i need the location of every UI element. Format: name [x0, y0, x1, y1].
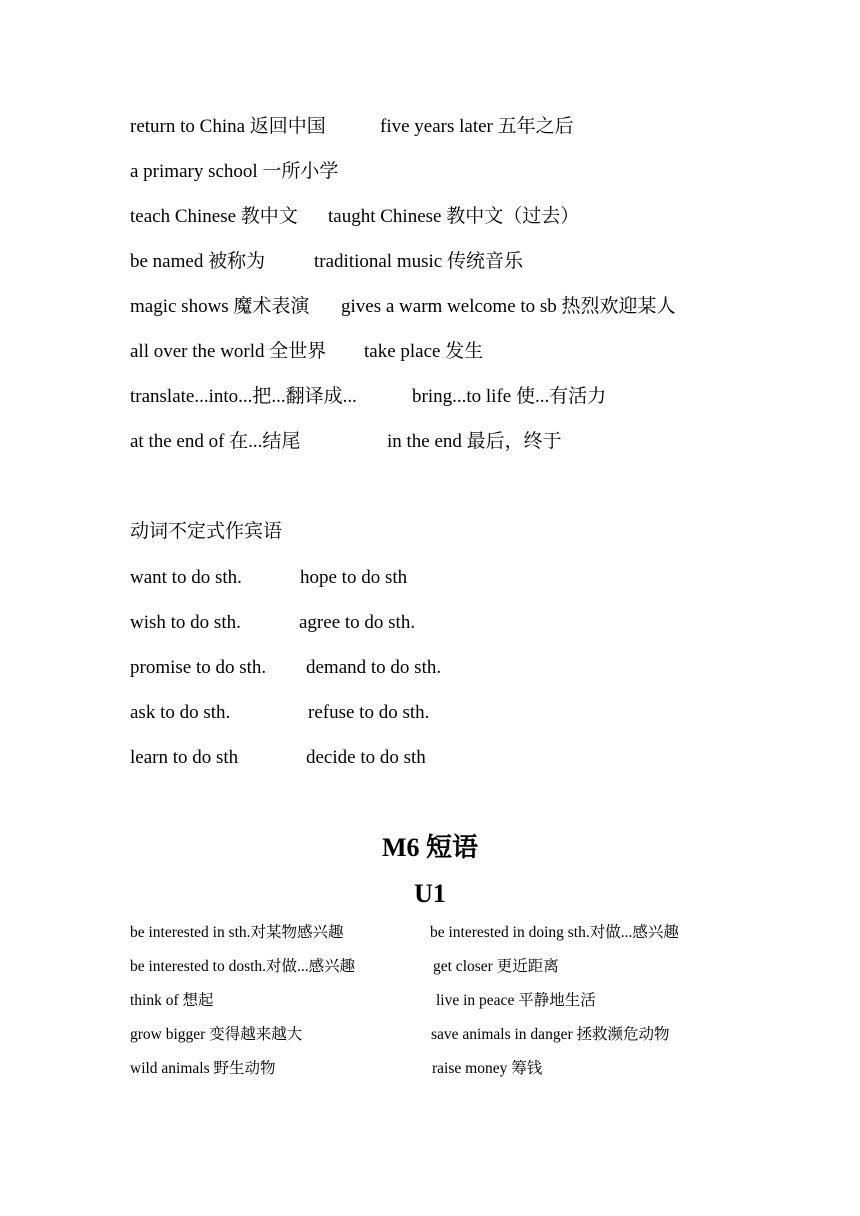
phrase-left: return to China 返回中国 [130, 116, 326, 137]
phrase-left: be named 被称为 [130, 251, 266, 272]
phrase-right: gives a warm welcome to sb 热烈欢迎某人 [341, 296, 676, 317]
section-title: 动词不定式作宾语 [130, 521, 283, 542]
module-phrase-right: live in peace 平静地生活 [436, 992, 596, 1009]
phrase-right: traditional music 传统音乐 [314, 251, 523, 272]
module-title: M6 短语 [381, 833, 479, 862]
phrase-left: all over the world 全世界 [130, 341, 327, 362]
module-phrase-right: save animals in danger 拯救濒危动物 [431, 1026, 670, 1043]
module-phrase-left: grow bigger 变得越来越大 [130, 1026, 303, 1043]
infinitive-right: agree to do sth. [299, 612, 416, 633]
infinitive-left: learn to do sth [130, 747, 239, 768]
infinitive-right: decide to do sth [306, 747, 426, 768]
infinitive-right: refuse to do sth. [308, 702, 430, 723]
infinitive-right: hope to do sth [300, 567, 408, 588]
phrase-right: take place 发生 [364, 341, 484, 362]
module-phrase-left: wild animals 野生动物 [130, 1060, 276, 1077]
module-phrase-right: be interested in doing sth.对做...感兴趣 [430, 924, 679, 941]
module-phrase-right: get closer 更近距离 [433, 958, 559, 975]
module-phrase-left: think of 想起 [130, 992, 214, 1009]
phrase-right: taught Chinese 教中文（过去） [328, 206, 580, 227]
infinitive-left: promise to do sth. [130, 657, 267, 678]
module-phrase-left: be interested in sth.对某物感兴趣 [130, 924, 344, 941]
phrase-left: teach Chinese 教中文 [130, 206, 298, 227]
infinitive-left: wish to do sth. [130, 612, 241, 633]
phrase-left: a primary school 一所小学 [130, 161, 339, 182]
phrase-right: bring...to life 使...有活力 [412, 386, 607, 407]
module-phrase-left: be interested to dosth.对做...感兴趣 [130, 958, 356, 975]
phrase-left: magic shows 魔术表演 [130, 296, 310, 317]
unit-title: U1 [414, 879, 446, 908]
phrase-right: in the end 最后，终于 [387, 431, 562, 452]
infinitive-left: ask to do sth. [130, 702, 231, 723]
infinitive-left: want to do sth. [130, 567, 242, 588]
phrase-right: five years later 五年之后 [380, 116, 574, 137]
module-phrase-right: raise money 筹钱 [432, 1060, 543, 1077]
phrase-left: at the end of 在...结尾 [130, 431, 301, 452]
infinitive-right: demand to do sth. [306, 657, 442, 678]
phrase-left: translate...into...把...翻译成... [130, 386, 357, 407]
